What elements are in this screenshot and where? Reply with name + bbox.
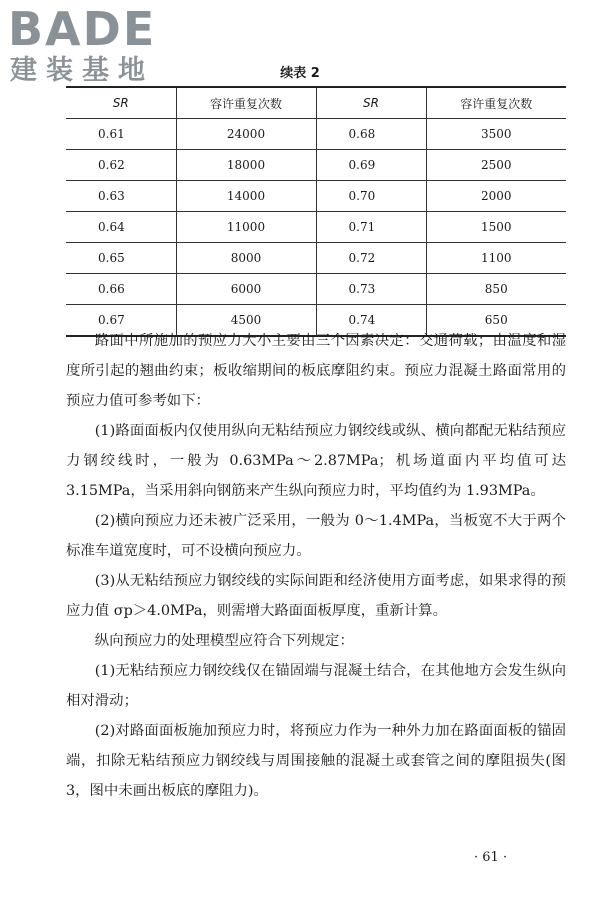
table-cell: 0.71	[316, 212, 426, 243]
table-cell: 850	[426, 274, 566, 305]
paragraph-item-2: (2)横向预应力还未被广泛采用，一般为 0～1.4MPa，当板宽不大于两个标准车道宽度时，可不设横向预应力。	[66, 513, 566, 559]
table-header-row	[66, 87, 566, 119]
table-cell: 2000	[426, 181, 566, 212]
table-cell: 24000	[176, 119, 316, 150]
logo-wordmark: BADE	[8, 2, 157, 56]
table-cell: 14000	[176, 181, 316, 212]
table-cell: 0.67	[66, 305, 176, 337]
table-cell: 0.72	[316, 243, 426, 274]
table-cell: 0.73	[316, 274, 426, 305]
table-row	[66, 212, 566, 243]
table-cell: 0.68	[316, 119, 426, 150]
paragraph-item-1: (1)路面面板内仅使用纵向无粘结预应力钢绞线或纵、横向都配无粘结预应力钢绞线时，一般为 0.63MPa～2.87MPa；机场道面内平均值可达 3.15MPa，当采用斜向钢筋来产生纵向预应力时，平均值约为 1.93MPa。	[66, 423, 566, 499]
table-cell: 0.69	[316, 150, 426, 181]
paragraph-intro: 路面中所施加的预应力大小主要由三个因素决定：交通荷载；由温度和湿度所引起的翘曲约束；板收缩期间的板底摩阻约束。预应力混凝土路面常用的预应力值可参考如下：	[66, 333, 566, 409]
paragraph-model-1: (1)无粘结预应力钢绞线仅在锚固端与混凝土结合，在其他地方会发生纵向相对滑动；	[66, 663, 566, 709]
table-row	[66, 274, 566, 305]
table-cell: 0.66	[66, 274, 176, 305]
table-cell: 0.65	[66, 243, 176, 274]
header-sr-1: SR	[66, 87, 176, 119]
table-cell: 0.64	[66, 212, 176, 243]
header-sr-2: SR	[316, 87, 426, 119]
paragraph-model-intro: 纵向预应力的处理模型应符合下列规定：	[94, 633, 354, 649]
table-cell: 0.74	[316, 305, 426, 337]
table-cell: 18000	[176, 150, 316, 181]
body-text	[66, 326, 566, 806]
repetition-table	[66, 86, 566, 337]
table-cell: 2500	[426, 150, 566, 181]
header-count-2: 容许重复次数	[426, 87, 566, 119]
paragraph-item-3: (3)从无粘结预应力钢绞线的实际间距和经济使用方面考虑，如果求得的预应力值 σp＞4.0MPa，则需增大路面面板厚度，重新计算。	[66, 573, 566, 619]
table-cell: 0.61	[66, 119, 176, 150]
table-cell: 0.62	[66, 150, 176, 181]
table-cell: 6000	[176, 274, 316, 305]
table-row	[66, 119, 566, 150]
table-cell: 4500	[176, 305, 316, 337]
table-cell: 11000	[176, 212, 316, 243]
table-cell: 0.70	[316, 181, 426, 212]
table-caption: 续表 2	[280, 66, 320, 81]
table-cell: 1100	[426, 243, 566, 274]
table-cell: 0.63	[66, 181, 176, 212]
header-count-1: 容许重复次数	[176, 87, 316, 119]
table-cell: 650	[426, 305, 566, 337]
paragraph-model-2: (2)对路面面板施加预应力时，将预应力作为一种外力加在路面面板的锚固端，扣除无粘结预应力钢绞线与周围接触的混凝土或套管之间的摩阻损失(图 3，图中未画出板底的摩阻力)。	[66, 723, 566, 799]
table-row	[66, 150, 566, 181]
logo-chinese-text: 建装基地	[10, 55, 154, 86]
table-row	[66, 181, 566, 212]
table-row	[66, 243, 566, 274]
page-number: · 61 ·	[474, 850, 508, 865]
table-cell: 3500	[426, 119, 566, 150]
table-cell: 8000	[176, 243, 316, 274]
table-cell: 1500	[426, 212, 566, 243]
